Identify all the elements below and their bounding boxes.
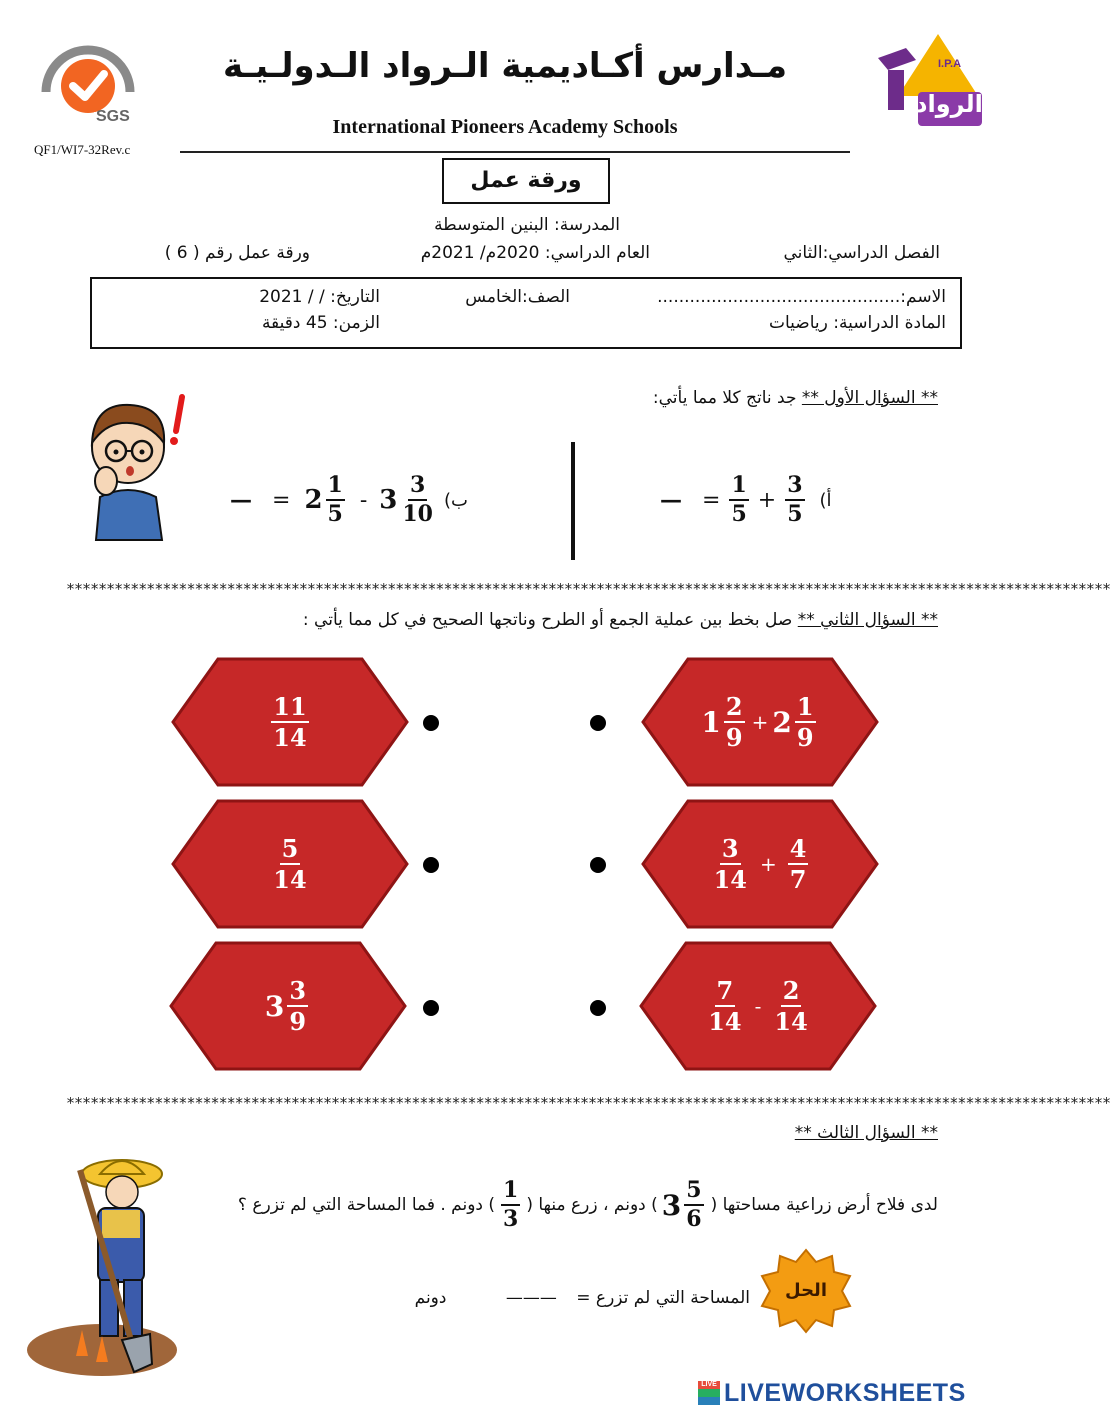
ipa-logo-arabic: الرواد [915,90,983,118]
answer3-fraction: $\frac{3}{9}$ [289,975,307,1036]
liveworksheets-brand: LIVEWORKSHEETS [724,1378,966,1407]
q1-instruction: جد ناتج كلا مما يأتي: [652,388,797,408]
q1-part-b [230,468,530,532]
q1-b-answer-blank[interactable]: — [230,487,252,513]
thinking-boy-illustration [78,385,198,540]
operation-dot-3[interactable] [590,1000,606,1016]
ipa-logo-abbr: I.P.A [938,58,962,70]
school-name-english: International Pioneers Academy Schools [332,116,678,138]
q1-a-label: أ) [819,489,832,511]
date-field: التاريخ: / / 2021 [259,287,380,307]
liveworksheets-icon: LIVE [698,1381,720,1405]
q3-answer-line [380,1288,750,1308]
school-name-arabic: مـدارس أكـاديمية الـرواد الـدولـيـة [222,46,788,86]
q1-b-fraction-1: $\frac{3}{10}$ [402,471,433,527]
q3-problem-text [170,1170,938,1240]
operation-dot-2[interactable] [590,857,606,873]
answer3-whole: 3 [264,989,285,1023]
sheet-number-field: ورقة عمل رقم ( 6 ) [164,243,310,263]
q3-label: ** السؤال الثالث ** [794,1123,938,1143]
op2-operator: + [759,852,777,876]
q1-divider [571,442,575,560]
q3-text-3: ) دونم . فما المساحة التي لم تزرع ؟ [237,1195,496,1215]
operation-hexagon-3[interactable] [638,940,878,1072]
time-field: الزمن: 45 دقيقة [261,313,380,333]
answer1-fraction: $\frac{11}{14}$ [273,691,307,752]
op1-operator: + [751,710,769,734]
answer-hexagon-1[interactable] [170,656,410,788]
q1-b-whole-2: 2 [304,485,323,515]
q1-b-fraction-2: $\frac{1}{5}$ [327,471,343,527]
op2-fraction-2: $\frac{4}{7}$ [789,833,807,894]
q3-area-fraction: $\frac{5}{6}$ [686,1176,702,1232]
op3-fraction-1: $\frac{7}{14}$ [708,975,742,1036]
op1-fraction-2: $\frac{1}{9}$ [796,691,814,752]
liveworksheets-logo [698,1378,994,1408]
answer-hexagon-3[interactable] [168,940,408,1072]
op3-operator: - [754,994,762,1018]
q2-instruction: صل بخط بين عملية الجمع أو الطرح وناتجها الصحيح في كل مما يأتي : [302,610,793,630]
academic-year-field: العام الدراسي: 2020م/ 2021م [420,243,650,263]
operation-dot-1[interactable] [590,715,606,731]
q1-heading [400,388,938,408]
op1-whole-2: 2 [772,705,792,739]
q1-b-operator: - [359,487,368,513]
q1-a-fraction-2: $\frac{3}{5}$ [787,471,803,527]
op1-fraction-1: $\frac{2}{9}$ [725,691,743,752]
operation-hexagon-2[interactable] [640,798,880,930]
grade-field: الصف:الخامس [465,287,570,307]
q3-area-value [661,1176,707,1232]
answer-dot-3[interactable] [423,1000,439,1016]
q3-area-whole: 3 [661,1188,682,1222]
solution-badge [760,1248,852,1334]
worksheet-title: ورقة عمل [442,158,610,204]
separator-1: ********************************************************************************************************************************** [66,580,1110,598]
q1-label: ** السؤال الأول ** [801,388,938,408]
answer-hexagon-2[interactable] [170,798,410,930]
q1-b-whole-1: 3 [379,485,398,515]
q2-label: ** السؤال الثاني ** [797,610,938,630]
header-rule [180,151,850,153]
q3-unit: دونم [414,1288,447,1308]
school-field: المدرسة: البنين المتوسطة [434,215,620,235]
op3-fraction-2: $\frac{2}{14}$ [774,975,808,1036]
op1-whole-1: 1 [701,705,721,739]
q1-a-answer-blank[interactable]: — [660,487,682,513]
ipa-logo [858,30,988,140]
op2-fraction-1: $\frac{3}{14}$ [713,833,747,894]
q1-part-a [660,468,860,532]
q3-planted-fraction: $\frac{1}{3}$ [503,1176,519,1232]
sgs-logo [38,34,138,134]
solution-label: الحل [785,1280,827,1301]
separator-2: ********************************************************************************************************************************** [66,1094,1110,1112]
subject-field: المادة الدراسية: رياضيات [768,313,946,333]
answer-dot-2[interactable] [423,857,439,873]
q1-b-equals: = [272,487,291,513]
student-name-field: الاسم:............................................. [657,287,946,307]
answer-dot-1[interactable] [423,715,439,731]
q1-a-operator: + [757,487,777,513]
q3-answer-label: المساحة التي لم تزرع = [576,1288,750,1308]
q3-answer-blank[interactable]: ——— [505,1288,557,1308]
form-code: QF1/WI7-32Rev.c [34,142,131,157]
q3-text-2: ) دونم ، زرع منها ( [526,1195,658,1215]
sgs-logo-text: SGS [96,108,130,125]
q3-text-1: لدى فلاح أرض زراعية مساحتها ( [710,1195,938,1215]
q1-a-equals: = [702,487,721,513]
operation-hexagon-1[interactable] [640,656,880,788]
farmer-illustration [22,1150,182,1380]
q3-heading [600,1123,938,1143]
q1-a-fraction-1: $\frac{1}{5}$ [731,471,747,527]
answer2-fraction: $\frac{5}{14}$ [273,833,307,894]
q1-b-label: ب) [444,489,468,511]
semester-field: الفصل الدراسي:الثاني [783,243,940,263]
q2-heading [200,610,938,630]
